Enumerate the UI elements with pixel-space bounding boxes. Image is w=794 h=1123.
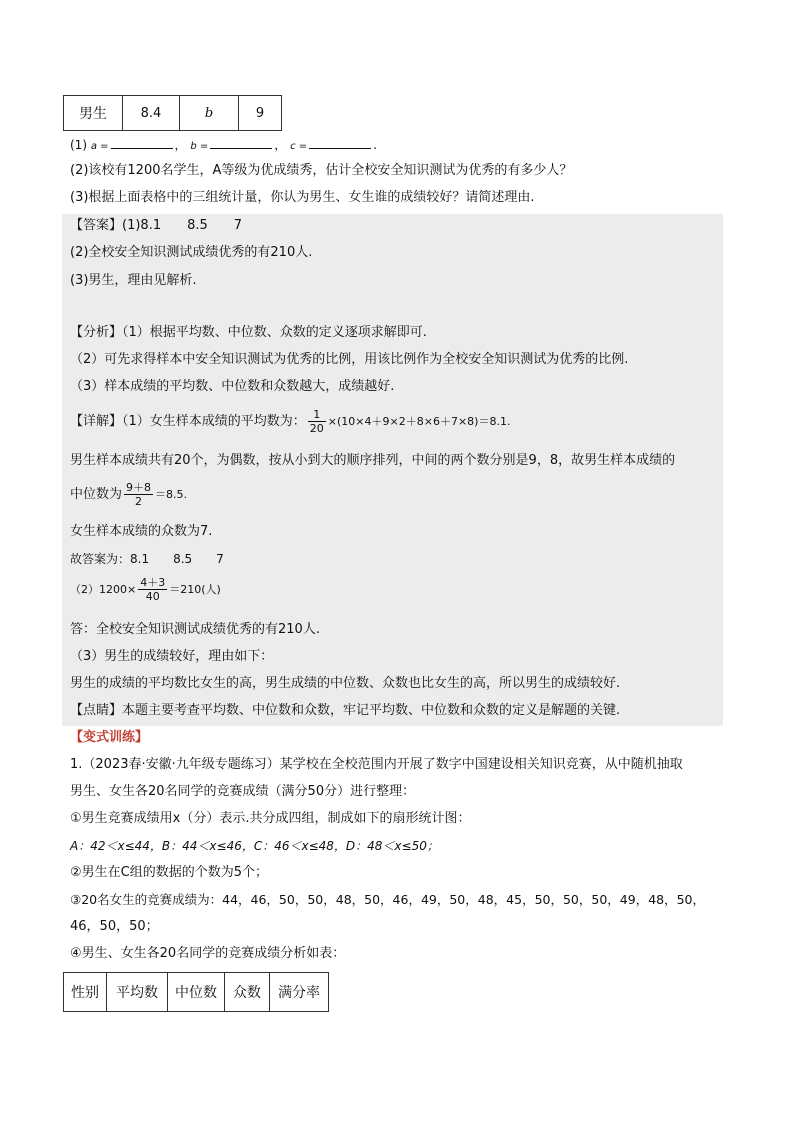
answer-line-1: 【答案】(1)8.1 8.5 7 (70, 218, 243, 233)
problem-line-7: 46，50，50； (70, 919, 159, 934)
answer-label: 【答案】 (70, 218, 123, 233)
answer-line-3: (3)男生，理由见解析. (70, 273, 197, 288)
fraction: $\frac{9+8}{2}$ (126, 481, 152, 508)
table-row (64, 96, 282, 131)
detail-line-7: 答：全校安全知识测试成绩优秀的有210人. (70, 622, 320, 637)
problem-line-3: ①男生竞赛成绩用x（分）表示.共分成四组，制成如下的扇形统计图： (70, 811, 471, 826)
detail-line-4: 女生样本成绩的众数为7. (70, 524, 213, 539)
detail-line-5: 故答案为：8.1 8.5 7 (70, 552, 224, 566)
fraction: $\frac{4+3}{40}$ (140, 576, 166, 603)
problem-line-5: ②男生在C组的数据的个数为5个； (70, 865, 269, 880)
c-label: c = (290, 141, 308, 152)
problem-line-2: 男生、女生各20名同学的竞赛成绩（满分50分）进行整理： (70, 784, 416, 799)
analysis-table (63, 972, 329, 1012)
b-label: b = (190, 141, 209, 152)
header-mode: 众数 (225, 973, 270, 1012)
problem-line-1: 1.（2023春·安徽·九年级专题练习）某学校在全校范围内开展了数字中国建设相关知识竞赛，从中随机抽取 (70, 757, 683, 772)
detail-line-6: （2）1200× $\frac{4+3}{40}$ ＝210(人) (70, 576, 221, 603)
table-cell: 9 (239, 96, 282, 131)
table-cell: 男生 (64, 96, 123, 131)
analysis-line-1: 【分析】（1）根据平均数、中位数、众数的定义逐项求解即可. (70, 325, 427, 340)
header-gender: 性别 (64, 973, 107, 1012)
answer-line-2: (2)全校安全知识测试成绩优秀的有210人. (70, 245, 313, 260)
detail-label: 【详解】 (70, 414, 123, 429)
analysis-line-3: （3）样本成绩的平均数、中位数和众数越大，成绩越好. (70, 379, 395, 394)
problem-line-6: ③20名女生的竞赛成绩为：44，46，50，50，48，50，46，49，50，48，45，50，50，50，49，48，50， (70, 892, 706, 907)
comment-line: 【点睛】本题主要考查平均数、中位数和众数，牢记平均数、中位数和众数的定义是解题的关键. (70, 703, 621, 718)
detail-line-9: 男生的成绩的平均数比女生的高，男生成绩的中位数、众数也比女生的高，所以男生的成绩较好. (70, 676, 621, 691)
question-2: (2)该校有1200名学生，A等级为优成绩秀，估计全校安全知识测试为优秀的有多少人？ (70, 163, 573, 178)
header-mean: 平均数 (107, 973, 168, 1012)
question-3: (3)根据上面表格中的三组统计量，你认为男生、女生谁的成绩较好？请简述理由. (70, 190, 535, 205)
detail-line-2: 男生样本成绩共有20个，为偶数，按从小到大的顺序排列，中间的两个数分别是9，8，故男生样本成绩的 (70, 453, 676, 468)
q1-prefix: (1) (70, 138, 87, 152)
header-full-rate: 满分率 (270, 973, 329, 1012)
problem-line-8: ④男生、女生各20名同学的竞赛成绩分析如表： (70, 946, 346, 961)
detail-line-3: 中位数为 $\frac{9+8}{2}$ ＝8.5. (70, 481, 188, 508)
header-median: 中位数 (168, 973, 225, 1012)
b-blank (210, 136, 272, 149)
analysis-line-2: （2）可先求得样本中安全知识测试为优秀的比例，用该比例作为全校安全知识测试为优秀的比例. (70, 352, 629, 367)
table-header-row (64, 973, 329, 1012)
a-blank (111, 136, 173, 149)
c-blank (309, 136, 371, 149)
detail-line-8: （3）男生的成绩较好，理由如下： (70, 649, 274, 664)
table-cell: b (180, 96, 239, 131)
analysis-label: 【分析】 (70, 325, 123, 340)
table-cell: 8.4 (123, 96, 180, 131)
top-score-table (63, 95, 282, 131)
comment-label: 【点睛】 (70, 703, 123, 718)
detail-line-1: 【详解】（1）女生样本成绩的平均数为： $\frac{1}{20}$ ×(10×4＋9×2＋8×6＋7×8)＝8.1. (70, 408, 511, 435)
question-1: (1) a = ， b = ， c = . (70, 138, 377, 152)
fraction: $\frac{1}{20}$ (309, 408, 324, 435)
a-label: a = (90, 141, 109, 152)
problem-line-4: A：42＜x≤44，B：44＜x≤46，C：46＜x≤48，D：48＜x≤50； (70, 839, 439, 853)
variant-heading: 【变式训练】 (70, 730, 149, 745)
